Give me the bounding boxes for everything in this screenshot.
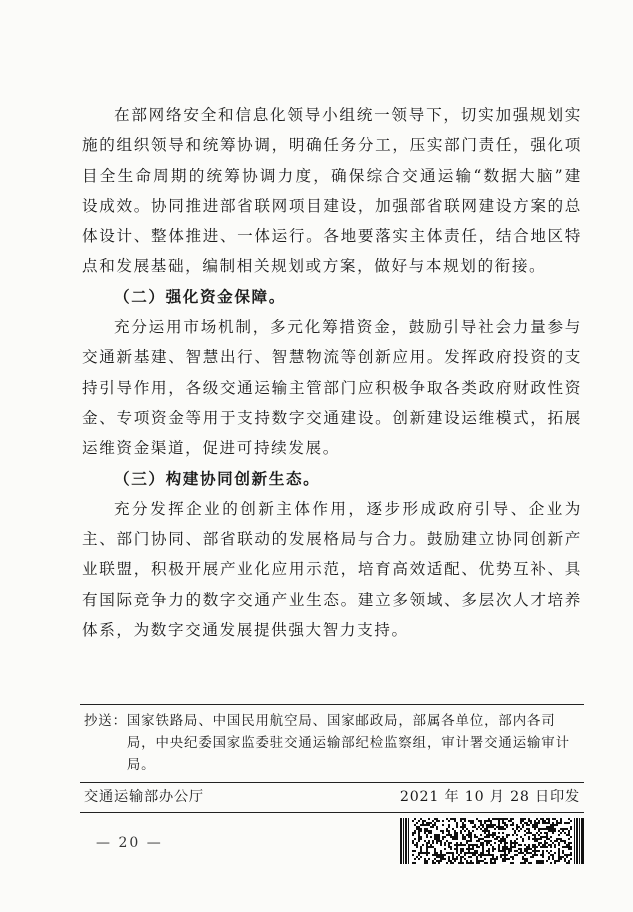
barcode-icon	[400, 818, 584, 864]
issuer-name: 交通运输部办公厅	[84, 789, 204, 805]
cc-label: 抄送：	[84, 714, 127, 729]
heading-funding-guarantee: （二）强化资金保障。	[114, 286, 286, 306]
page-number: — 20 —	[96, 835, 163, 851]
issue-date: 2021 年 10 月 28 日印发	[399, 789, 580, 805]
paragraph-implementation: 在部网络安全和信息化领导小组统一领导下，切实加强规划实施的组织领导和统筹协调，明确任务分工，压实部门责任，强化项目全生命周期的统筹协调力度，确保综合交通运输“数据大脑”建设成效。协同推进部省联网项目建设，加强部省联网建设方案的总体设计、整体推进、一体运行。各地要落实主体责任，结合地区特点和发展基础，编制相关规划或方案，做好与本规划的衔接。	[82, 106, 582, 276]
heading-innovation-ecosystem: （三）构建协同创新生态。	[114, 468, 321, 488]
paragraph-funding: 充分运用市场机制，多元化筹措资金，鼓励引导社会力量参与交通新基建、智慧出行、智慧物流等创新应用。发挥政府投资的支持引导作用，各级交通运输主管部门应积极争取各类政府财政性资金、专项资金等用于支持数字交通建设。创新建设运维模式，拓展运维资金渠道，促进可持续发展。	[82, 318, 582, 458]
paragraph-innovation: 充分发挥企业的创新主体作用，逐步形成政府引导、企业为主、部门协同、部省联动的发展格局与合力。鼓励建立协同创新产业联盟，积极开展产业化应用示范，培育高效适配、优势互补、具有国际竞争力的数字交通产业生态。建立多领域、多层次人才培养体系，为数字交通发展提供强大智力支持。	[82, 499, 582, 640]
cc-recipients: 国家铁路局、中国民用航空局、国家邮政局，部属各单位，部内各司局，中央纪委国家监委驻交通运输部纪检监察组，审计署交通运输审计局。	[126, 714, 570, 773]
issuer-row	[80, 782, 584, 813]
cc-block	[80, 704, 584, 783]
body-text	[82, 100, 582, 645]
